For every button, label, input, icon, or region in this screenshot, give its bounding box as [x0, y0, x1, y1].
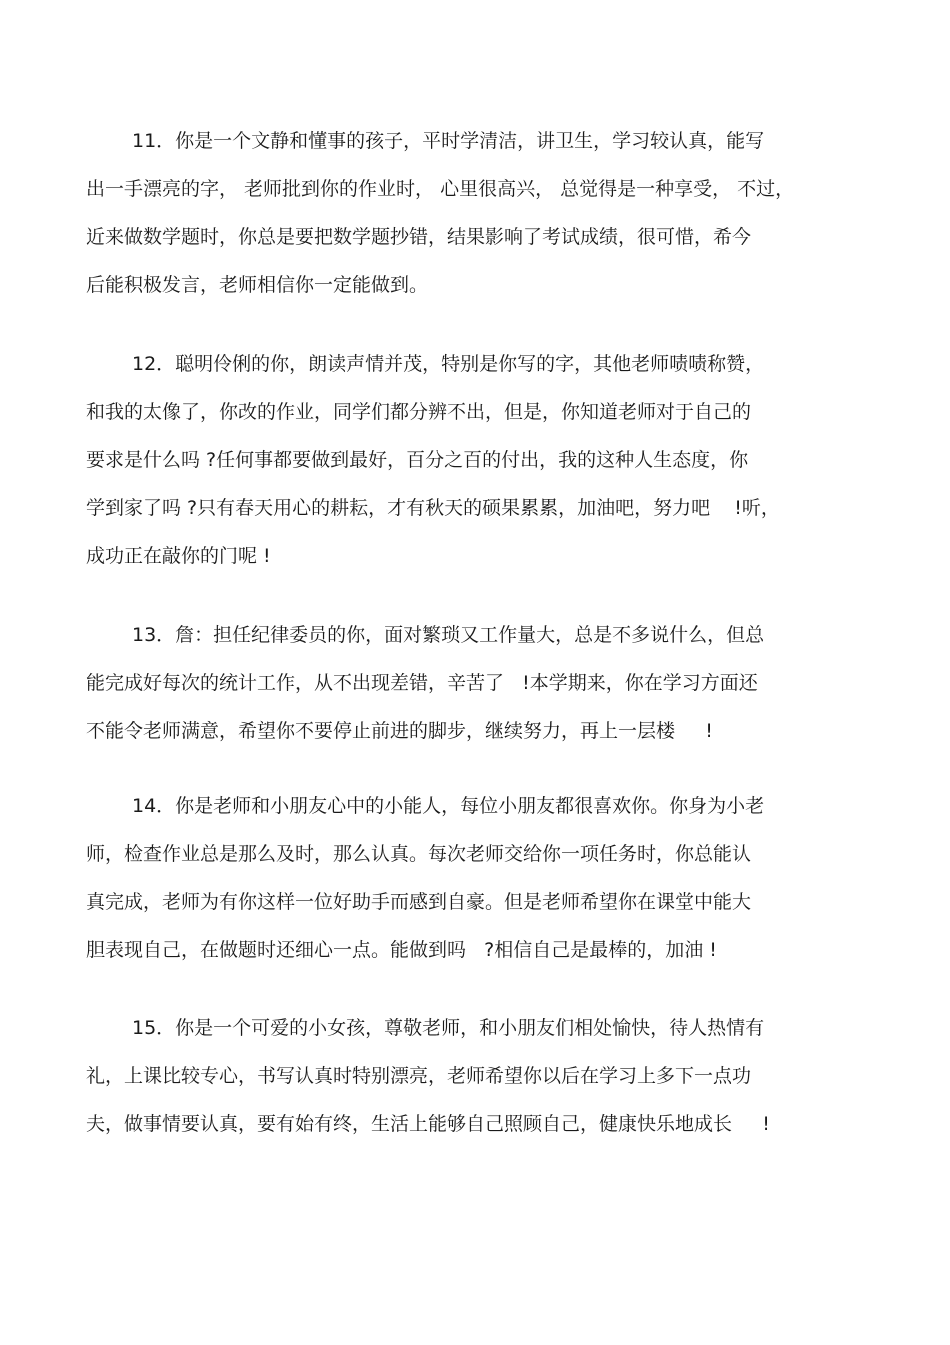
paragraph-line: 14．你是老师和小朋友心中的小能人，每位小朋友都很喜欢你。你身为小老 [132, 795, 765, 817]
comment-paragraph-11 [86, 117, 866, 309]
paragraph-line: 15．你是一个可爱的小女孩，尊敬老师，和小朋友们相处愉快，待人热情有 [132, 1017, 765, 1039]
comment-paragraph-13 [86, 611, 866, 755]
paragraph-line: 礼，上课比较专心，书写认真时特别漂亮，老师希望你以后在学习上多下一点功 [86, 1065, 752, 1087]
paragraph-line: 成功正在敲你的门呢 ! [86, 545, 271, 567]
paragraph-line: 11．你是一个文静和懂事的孩子，平时学清洁，讲卫生，学习较认真，能写 [132, 130, 765, 152]
paragraph-line: 13．詹：担任纪律委员的你，面对繁琐又工作量大，总是不多说什么，但总 [132, 624, 765, 646]
paragraph-line: 近来做数学题时，你总是要把数学题抄错，结果影响了考试成绩，很可惜，希今 [86, 226, 752, 248]
paragraph-line: 真完成，老师为有你这样一位好助手而感到自豪。但是老师希望你在课堂中能大 [86, 891, 752, 913]
paragraph-line: 夫，做事情要认真，要有始有终，生活上能够自己照顾自己，健康快乐地成长 ! [86, 1113, 770, 1135]
paragraph-line: 和我的太像了，你改的作业，同学们都分辨不出，但是，你知道老师对于自己的 [86, 401, 752, 423]
paragraph-line: 胆表现自己，在做题时还细心一点。能做到吗 ?相信自己是最棒的，加油 ! [86, 939, 717, 961]
paragraph-line: 要求是什么吗 ?任何事都要做到最好，百分之百的付出，我的这种人生态度，你 [86, 449, 749, 471]
comment-paragraph-12 [86, 340, 866, 580]
paragraph-line: 12．聪明伶俐的你，朗读声情并茂，特别是你写的字，其他老师啧啧称赞， [132, 353, 765, 375]
paragraph-line: 不能令老师满意，希望你不要停止前进的脚步，继续努力，再上一层楼 ! [86, 720, 713, 742]
paragraph-line: 能完成好每次的统计工作，从不出现差错，辛苦了 !本学期来，你在学习方面还 [86, 672, 758, 694]
comment-paragraph-15 [86, 1004, 866, 1148]
paragraph-line: 师，检查作业总是那么及时，那么认真。每次老师交给你一项任务时，你总能认 [86, 843, 752, 865]
paragraph-line: 后能积极发言，老师相信你一定能做到。 [86, 274, 429, 296]
comment-paragraph-14 [86, 782, 866, 974]
paragraph-line: 出一手漂亮的字， 老师批到你的作业时， 心里很高兴， 总觉得是一种享受， 不过， [86, 178, 795, 200]
paragraph-line: 学到家了吗 ?只有春天用心的耕耘，才有秋天的硕果累累，加油吧，努力吧 !听， [86, 497, 780, 519]
